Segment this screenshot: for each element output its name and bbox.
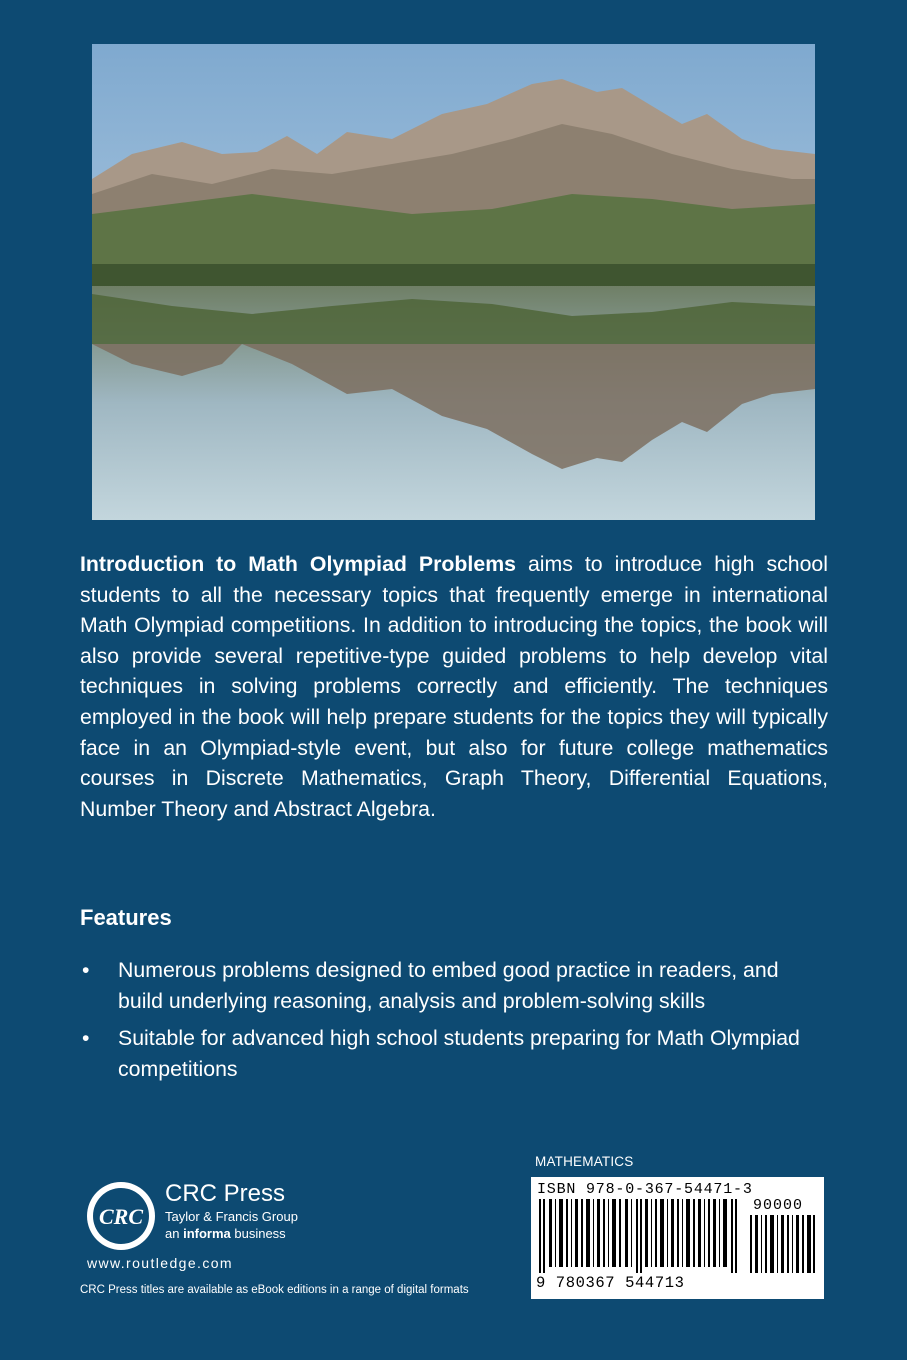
publisher-business <box>165 1225 298 1242</box>
price-barcode-icon <box>750 1215 816 1273</box>
mountain-lake-photo-icon <box>92 44 815 520</box>
cover-photo <box>92 44 815 520</box>
feature-text: Suitable for advanced high school students preparing for Math Olympiad competitions <box>118 1026 800 1081</box>
logo-text: CRC <box>98 1204 144 1229</box>
book-title: Introduction to Math Olympiad Problems <box>80 552 516 576</box>
description-blurb <box>80 549 828 824</box>
feature-text: Numerous problems designed to embed good practice in readers, and build underlying reasoning, analysis and problem-solving skills <box>118 958 779 1013</box>
business-brand: informa <box>183 1226 231 1241</box>
features-list <box>80 955 800 1091</box>
list-item <box>80 955 800 1016</box>
ean-barcode-icon <box>539 1199 739 1273</box>
business-suffix: business <box>230 1226 286 1241</box>
ebook-note: CRC Press titles are available as eBook editions in a range of digital formats <box>80 1284 469 1296</box>
isbn-barcode <box>531 1177 824 1299</box>
price-code: 90000 <box>753 1197 804 1214</box>
ean-digits: 9 780367 544713 <box>536 1274 685 1292</box>
publisher-name: CRC Press <box>165 1180 286 1207</box>
business-prefix: an <box>165 1226 184 1241</box>
bullet-icon: • <box>82 1026 90 1051</box>
publisher-website: www.routledge.com <box>87 1255 233 1271</box>
bullet-icon: • <box>82 958 90 982</box>
isbn-number: ISBN 978-0-367-54471-3 <box>537 1181 753 1198</box>
crc-logo-icon <box>85 1180 157 1252</box>
subject-category: MATHEMATICS <box>535 1154 634 1169</box>
features-heading: Features <box>80 905 172 930</box>
publisher-block <box>165 1180 298 1242</box>
list-item <box>80 1023 800 1084</box>
publisher-group: Taylor & Francis Group <box>165 1209 298 1224</box>
description-text: aims to introduce high school students to all the necessary topics that frequently emerge in international Math Olympiad competitions. In addition to introducing the topics, the book will also provide several repetitive-type guided problems to help develop vital techniques in solving problems correctly and efficiently. The techniques employed in the book will help prepare students for the topics they will typically face in an Olympiad-style event, but also for future college mathematics courses in Discrete Mathematics, Graph Theory, Differential Equations, Number Theory and Abstract Algebra. <box>80 552 829 821</box>
